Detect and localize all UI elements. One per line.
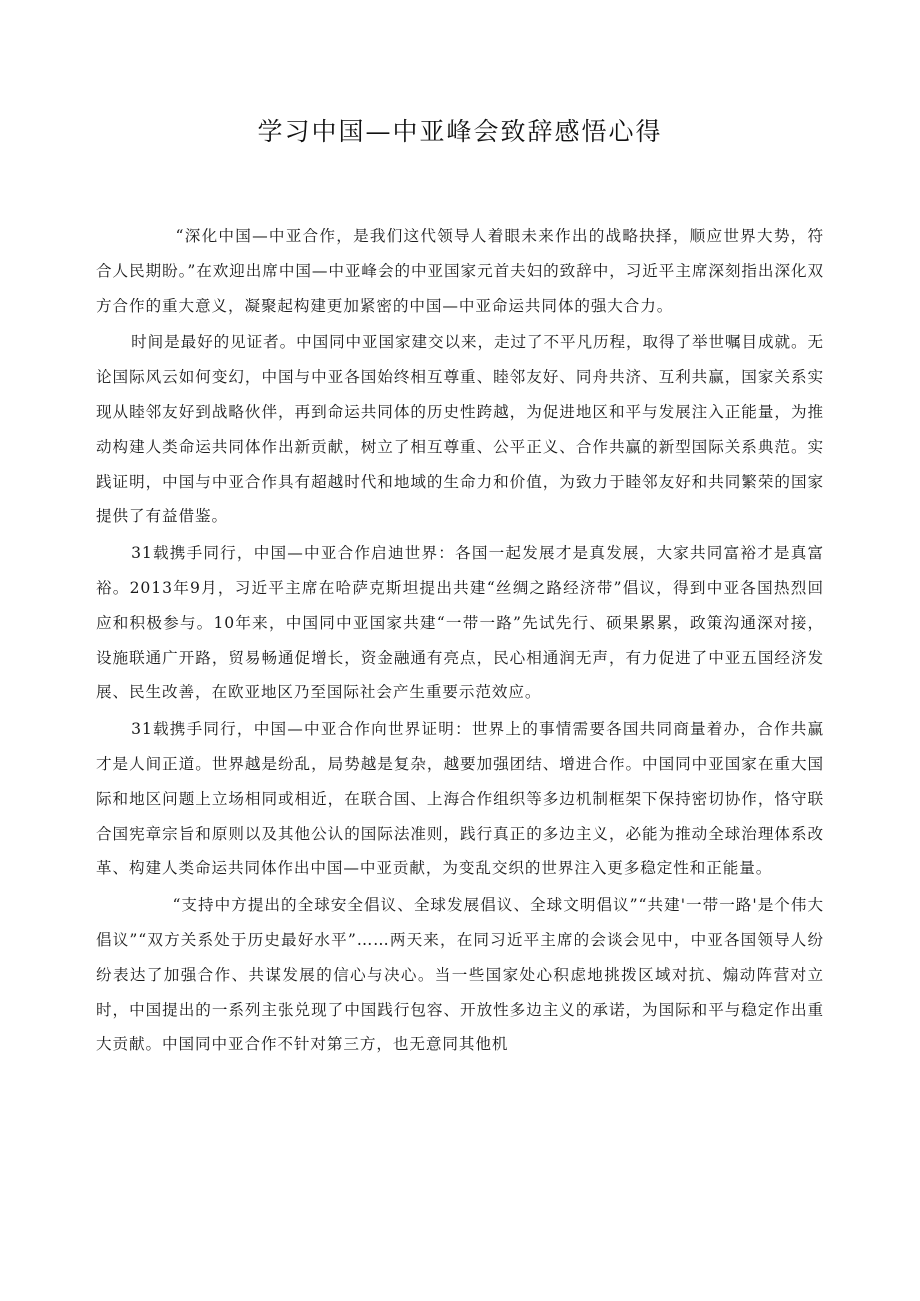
paragraph-5: “支持中方提出的全球安全倡议、全球发展倡议、全球文明倡议”“共建'一带一路'是个伟大倡议”“双方关系处于历史最好水平”……两天来，在同习近平主席的会谈会见中，中亚各国领导人纷纷表达了加强合作、共谋发展的信心与决心。当一些国家处心积虑地挑拨区域对抗、煽动阵营对立时，中国提出的一系列主张兑现了中国践行包容、开放性多边主义的承诺，为国际和平与稳定作出重大贡献。中国同中亚合作不针对第三方，也无意同其他机 — [96, 896, 824, 1054]
paragraph-4: 31载携手同行，中国—中亚合作向世界证明：世界上的事情需要各国共同商量着办，合作共赢才是人间正道。世界越是纷乱，局势越是复杂，越要加强团结、增进合作。中国同中亚国家在重大国际和地区问题上立场相同或相近，在联合国、上海合作组织等多边机制框架下保持密切协作，恪守联合国宪章宗旨和原则以及其他公认的国际法准则，践行真正的多边主义，必能为推动全球治理体系改革、构建人类命运共同体作出中国—中亚贡献，为变乱交织的世界注入更多稳定性和正能量。 — [96, 720, 824, 878]
document-body — [96, 219, 824, 1062]
paragraph-3: 31载携手同行，中国—中亚合作启迪世界：各国一起发展才是真发展，大家共同富裕才是真富裕。2013年9月，习近平主席在哈萨克斯坦提出共建“丝绸之路经济带”倡议，得到中亚各国热烈回应和积极参与。10年来，中国同中亚国家共建“一带一路”先试先行、硕果累累，政策沟通深对接，设施联通广开路，贸易畅通促增长，资金融通有亮点，民心相通润无声，有力促进了中亚五国经济发展、民生改善，在欧亚地区乃至国际社会产生重要示范效应。 — [96, 544, 824, 702]
paragraph-2: 时间是最好的见证者。中国同中亚国家建交以来，走过了不平凡历程，取得了举世嘱目成就。无论国际风云如何变幻，中国与中亚各国始终相互尊重、睦邻友好、同舟共济、互利共赢，国家关系实现从睦邻友好到战略伙伴，再到命运共同体的历史性跨越，为促进地区和平与发展注入正能量，为推动构建人类命运共同体作出新贡献，树立了相互尊重、公平正义、合作共赢的新型国际关系典范。实践证明，中国与中亚合作具有超越时代和地域的生命力和价值，为致力于睦邻友好和共同繁荣的国家提供了有益借鉴。 — [96, 333, 824, 526]
paragraph-1: “深化中国—中亚合作，是我们这代领导人着眼未来作出的战略抉择，顺应世界大势，符合人民期盼。”在欢迎出席中国—中亚峰会的中亚国家元首夫妇的致辞中，习近平主席深刻指出深化双方合作的重大意义，凝聚起构建更加紧密的中国—中亚命运共同体的强大合力。 — [96, 227, 824, 315]
document-title: 学习中国—中亚峰会致辞感悟心得 — [257, 117, 663, 146]
